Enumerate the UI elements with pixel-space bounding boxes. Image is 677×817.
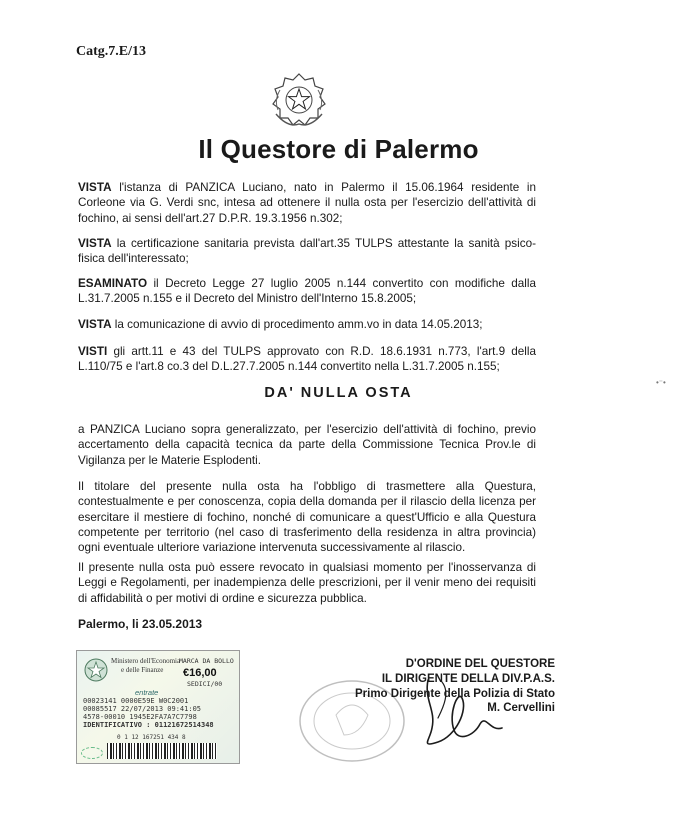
premise-4-lead: VISTA [78, 318, 112, 331]
premise-1 [78, 180, 536, 226]
premise-3 [78, 276, 536, 307]
stamp-hologram-icon [81, 747, 103, 759]
premise-2-text: la certificazione sanitaria prevista dall'art.35 TULPS attestante la sanità psico-fisica dell'interessato; [78, 237, 536, 266]
place-date: Palermo, li 23.05.2013 [78, 617, 203, 631]
document-title: Il Questore di Palermo [198, 134, 479, 164]
republic-emblem-icon [268, 70, 330, 130]
stamp-row-3: 4578-00010 1945E2FA7A7C7798 [83, 713, 197, 721]
revenue-stamp [76, 650, 240, 764]
stamp-row-1: 00023141 0000E59E W0C2001 [83, 697, 189, 705]
stamp-barcode [107, 743, 217, 759]
stamp-amount-words: SEDICI/00 [187, 680, 223, 688]
stamp-barcode-number: 0 1 12 167251 434 8 [117, 734, 186, 741]
premise-4-text: la comunicazione di avvio di procedimento amm.vo in data 14.05.2013; [111, 318, 483, 331]
category-code: Catg.7.E/13 [76, 44, 146, 59]
premise-2 [78, 236, 536, 267]
premise-4 [78, 317, 536, 332]
stamp-emblem-icon [83, 657, 109, 683]
signature-block [290, 657, 555, 716]
stamp-amount: €16,00 [183, 667, 217, 679]
premise-3-lead: ESAMINATO [78, 277, 148, 290]
signature-line-2: IL DIRIGENTE DELLA DIV.P.A.S. [381, 672, 555, 685]
premise-1-lead: VISTA [78, 181, 112, 194]
premise-5 [78, 344, 536, 375]
body-paragraph-3: Il presente nulla osta può essere revocato in qualsiasi momento per l'inosservanza di Leggi e Regolamenti, per inadempienza delle prescrizioni, per il venir meno dei requisiti di affidabilità o per motivi di ordine e sicurezza pubblica. [78, 561, 536, 605]
stamp-issuer-line1: Ministero dell'Economia [111, 657, 181, 665]
stamp-row-4: IDENTIFICATIVO : 01121672514348 [83, 721, 214, 729]
premise-5-lead: VISTI [78, 345, 108, 358]
stamp-issuer-line2: e delle Finanze [121, 666, 164, 674]
stamp-brand: entrate [135, 688, 159, 697]
body-paragraph-2: Il titolare del presente nulla osta ha l'obbligo di trasmettere alla Questura, contestualmente e per conoscenza, copia della domanda per il rilascio della licenza per esercitare il mestiere di fochino, nonché di comunicare a quest'Ufficio e alla Questura competente per territorio (nel caso di trasferimento della residenza in altra provincia) ogni eventuale ulteriore variazione intervenuta successivamente al rilascio. [78, 480, 536, 555]
premise-3-text: il Decreto Legge 27 luglio 2005 n.144 convertito con modifiche dalla L.31.7.2005 n.155 e il Decreto del Ministro dell'Interno 15.8.2005; [78, 277, 536, 306]
premise-1-text: l'istanza di PANZICA Luciano, nato in Palermo il 15.06.1964 residente in Corleone via G. Verdi snc, intesa ad ottenere il nulla osta per l'esercizio dell'attività di fochino, ai sensi dell'art.27 D.P.R. 19.3.1956 n.302; [78, 181, 536, 225]
scan-speck: •⁻• [656, 378, 666, 387]
decision-heading: DA' NULLA OSTA [264, 385, 413, 401]
stamp-heading: MARCA DA BOLLO [179, 657, 234, 665]
signature-line-3: Primo Dirigente della Polizia di Stato [354, 687, 555, 700]
premise-2-lead: VISTA [78, 237, 112, 250]
stamp-row-2: 00085517 22/07/2013 09:41:05 [83, 705, 202, 713]
body-paragraph-1: a PANZICA Luciano sopra generalizzato, per l'esercizio dell'attività di fochino, previo accertamento della capacità tecnica da parte della Commissione Tecnica Prov.le di Vigilanza per le Materie Esplodenti. [78, 423, 536, 467]
signature-line-4: M. Cervellini [487, 702, 555, 715]
premise-5-text: gli artt.11 e 43 del TULPS approvato con R.D. 18.6.1931 n.773, l'art.9 della L.110/75 e l'art.8 co.3 del D.L.27.7.2005 n.144 convertito nella L.31.7.2005 n.155; [78, 345, 536, 374]
signature-line-1: D'ORDINE DEL QUESTORE [405, 658, 555, 670]
